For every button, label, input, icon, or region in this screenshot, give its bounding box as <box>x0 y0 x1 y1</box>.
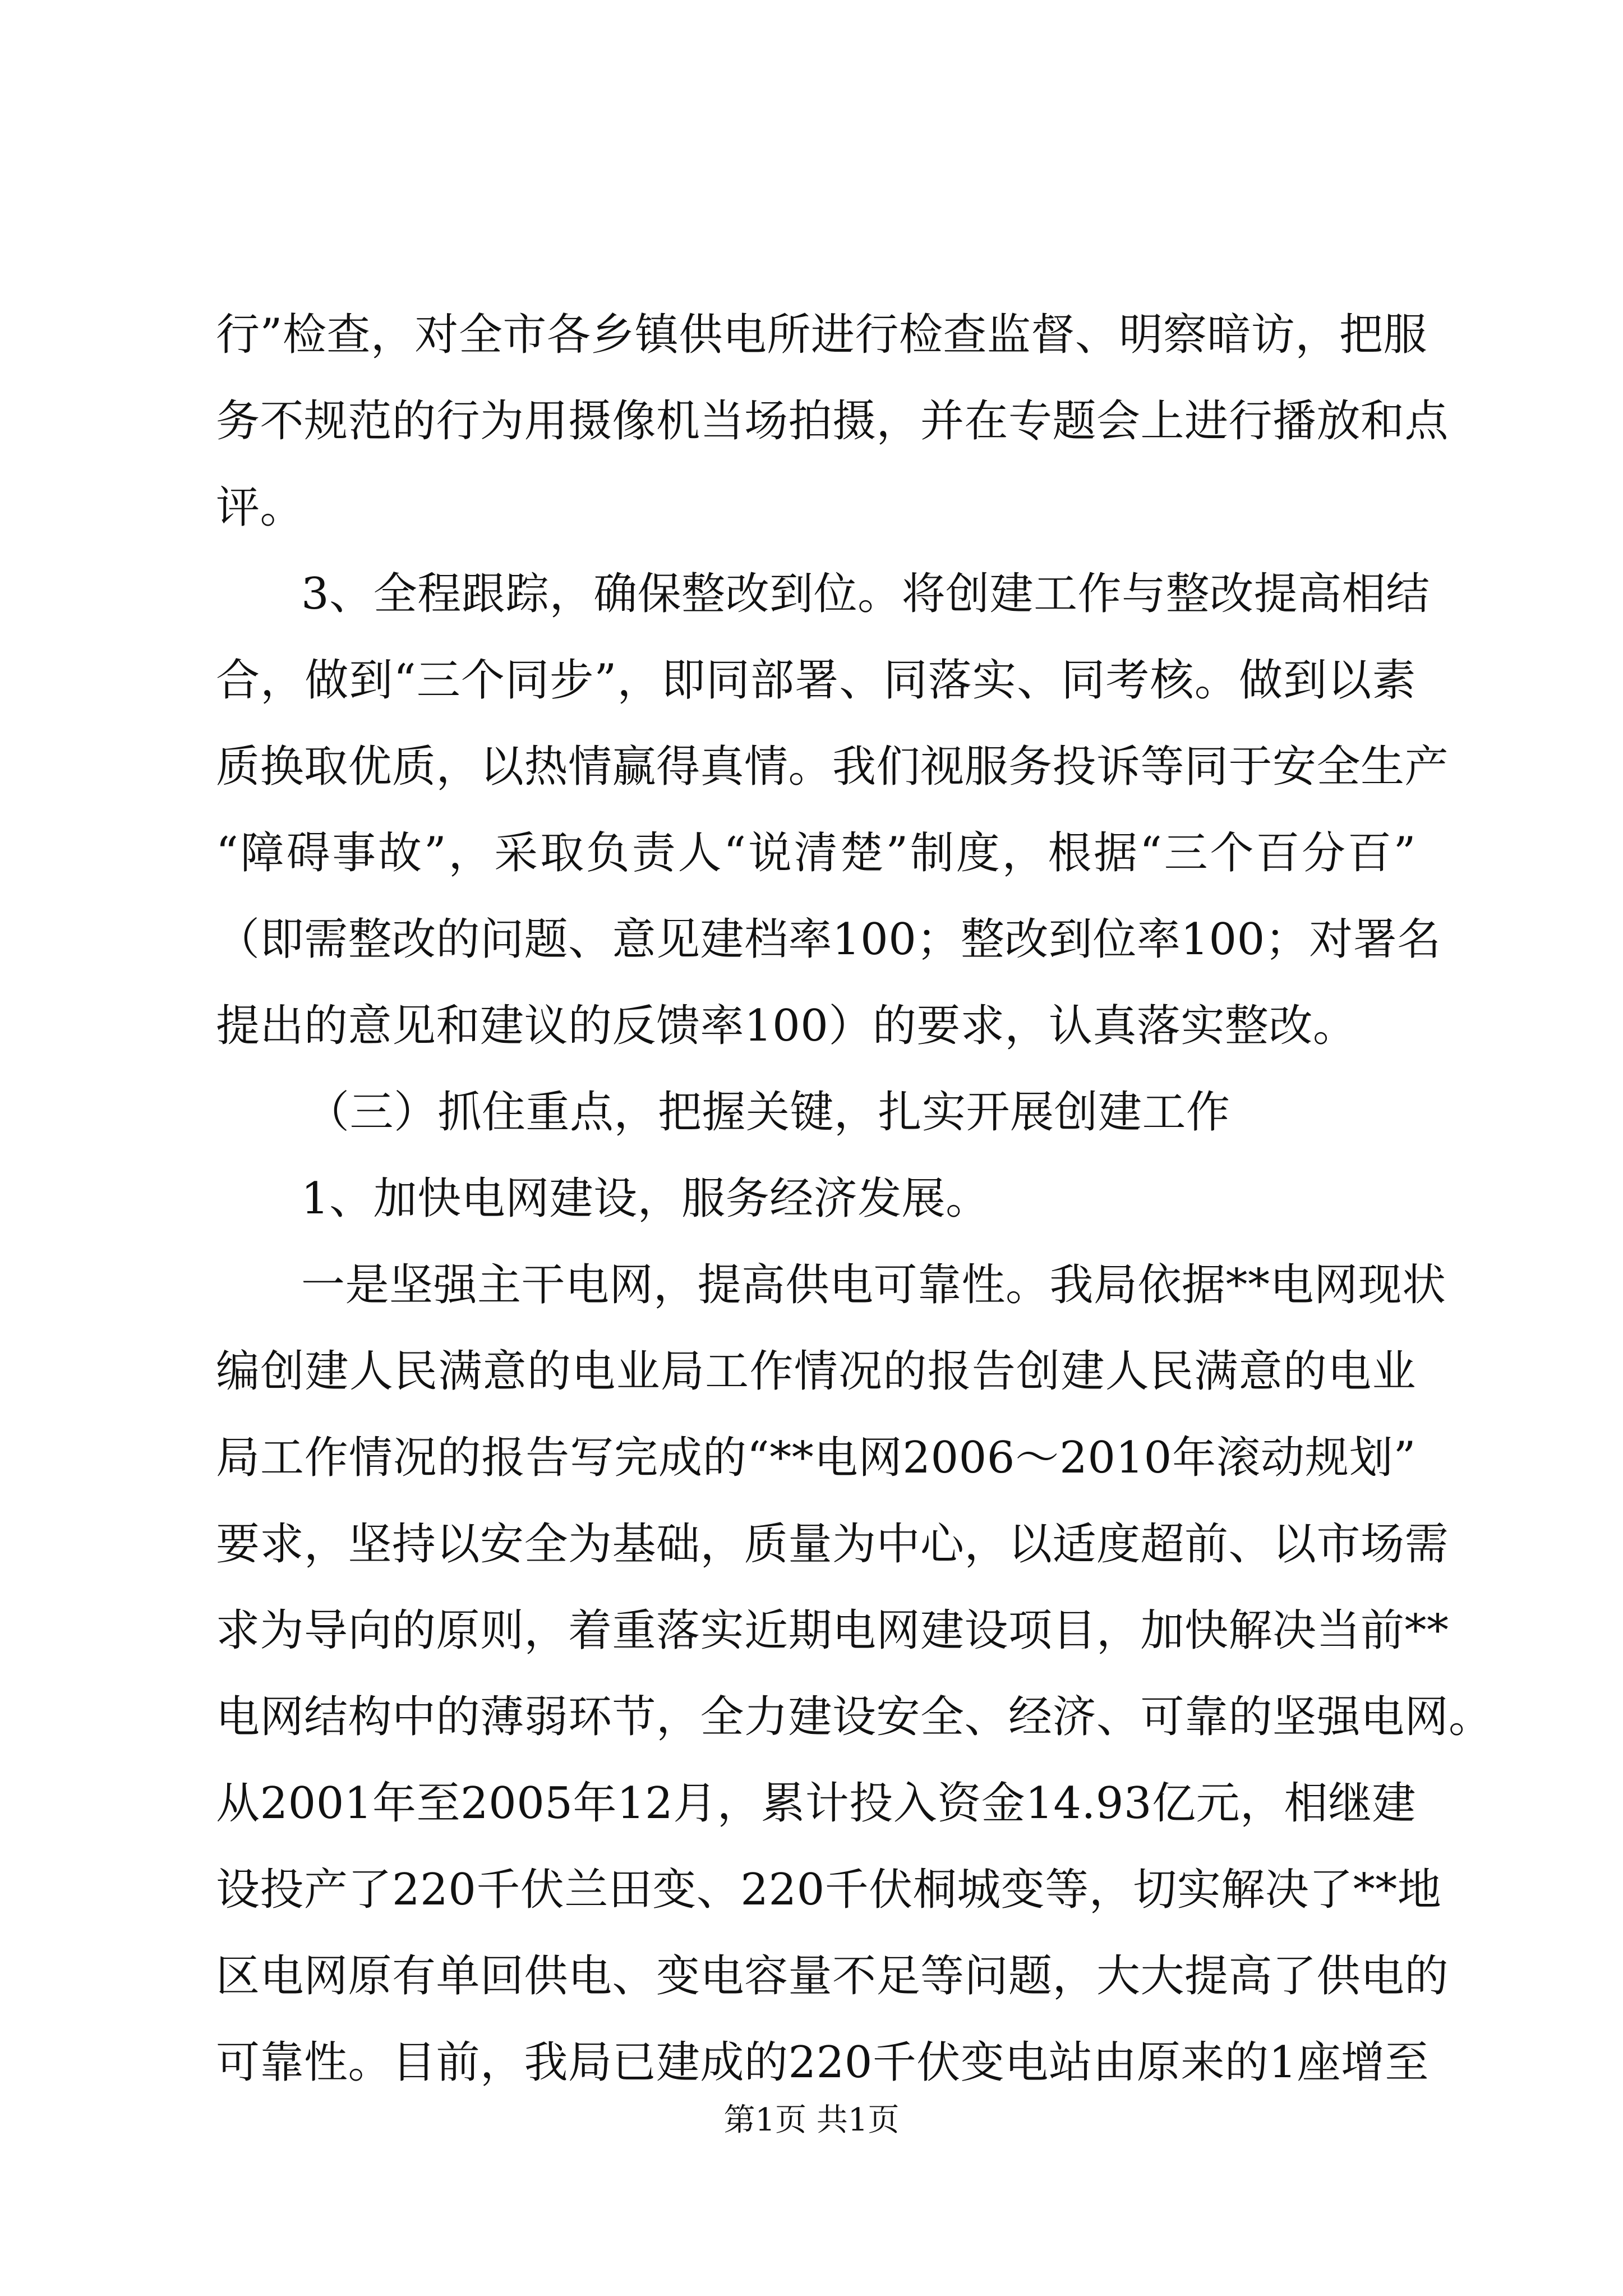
text-line: 要求，坚持以安全为基础，质量为中心，以适度超前、以市场需 <box>216 1519 1449 1570</box>
text-line: 局工作情况的报告写完成的“**电网2006～2010年滚动规划” <box>216 1433 1416 1483</box>
text-line: 质换取优质，以热情赢得真情。我们视服务投诉等同于安全生产 <box>216 742 1449 792</box>
text-line: 合，做到“三个同步”，即同部署、同落实、同考核。做到以素 <box>216 655 1416 706</box>
document-body <box>216 292 1493 2106</box>
paragraph-start-line: 3、全程跟踪，确保整改到位。将创建工作与整改提高相结 <box>301 569 1430 619</box>
text-line: （即需整改的问题、意见建档率100；整改到位率100；对署名 <box>216 914 1441 965</box>
text-line: 求为导向的原则，着重落实近期电网建设项目，加快解决当前** <box>216 1605 1449 1656</box>
text-line: 设投产了220千伏兰田变、220千伏桐城变等，切实解决了**地 <box>216 1865 1442 1915</box>
text-line: 提出的意见和建议的反馈率100）的要求，认真落实整改。 <box>216 1001 1357 1051</box>
paragraph-start-line: 一是坚强主干电网，提高供电可靠性。我局依据**电网现状 <box>301 1260 1446 1310</box>
text-line: 评。 <box>216 482 305 533</box>
text-line: 电网结构中的薄弱环节，全力建设安全、经济、可靠的坚强电网。 <box>216 1692 1493 1742</box>
text-line: 编创建人民满意的电业局工作情况的报告创建人民满意的电业 <box>216 1346 1416 1397</box>
section-heading: （三）抓住重点，把握关键，扎实开展创建工作 <box>306 1087 1230 1138</box>
page-footer <box>0 2101 1623 2140</box>
text-line: 务不规范的行为用摄像机当场拍摄，并在专题会上进行播放和点 <box>216 396 1449 447</box>
subsection-heading: 1、加快电网建设，服务经济发展。 <box>301 1174 990 1224</box>
text-line: “障碍事故”，采取负责人“说清楚”制度，根据“三个百分百” <box>216 828 1416 878</box>
page-number-label: 第1页 共1页 <box>723 2102 900 2138</box>
text-line: 区电网原有单回供电、变电容量不足等问题，大大提高了供电的 <box>216 1951 1449 2001</box>
text-line: 从2001年至2005年12月，累计投入资金14.93亿元，相继建 <box>216 1778 1417 1829</box>
text-line: 可靠性。目前，我局已建成的220千伏变电站由原来的1座增至 <box>216 2037 1430 2088</box>
text-line: 行”检查，对全市各乡镇供电所进行检查监督、明察暗访，把服 <box>216 310 1427 360</box>
